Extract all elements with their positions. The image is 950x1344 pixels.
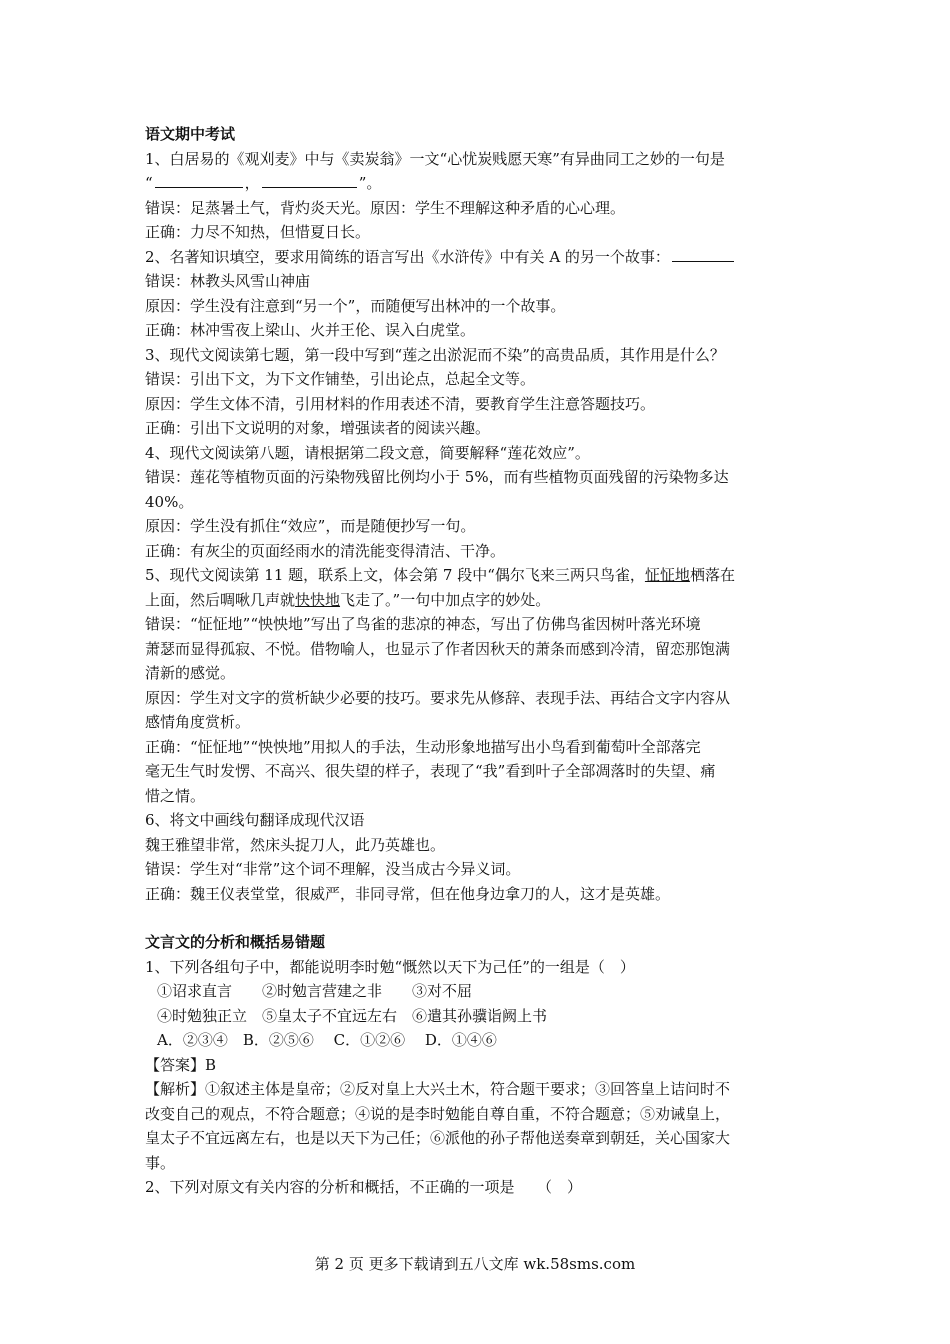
s2-q1-analysis-line2: 改变自己的观点，不符合题意；④说的是李时勉能自尊自重，不符合题意；⑤劝诫皇上， (145, 1104, 731, 1123)
q2-prompt (145, 245, 810, 270)
comma: ， (244, 174, 260, 192)
underlined-phrase: 快快地 (295, 590, 341, 609)
s2-q1-prompt: 1、下列各组句子中，都能说明李时勉“慨然以天下为己任”的一组是（ ） (145, 957, 635, 976)
q1-prompt: 1、白居易的《观刈麦》中与《卖炭翁》一文“心忧炭贱愿天寒”有异曲同工之妙的一句是 (145, 149, 725, 168)
s2-q1-options-row1: ①诏求直言 ②时勉言营建之非 ③对不屈 (157, 982, 473, 1000)
q2-wrong: 错误：林教头风雪山神庙 (145, 272, 311, 290)
answer-blank (262, 172, 357, 188)
s2-q1-options-row2: ④时勉独正立 ⑤皇太子不宜远左右 ⑥遣其孙骥诣阙上书 (157, 1006, 548, 1025)
q5-text: 飞走了。”一句中加点字的妙处。 (340, 590, 551, 609)
q4-reason: 原因：学生没有抓住“效应”，而是随便抄写一句。 (145, 517, 476, 535)
close-quote: ”。 (358, 174, 382, 192)
document-page (145, 122, 810, 1200)
section-title-classical: 文言文的分析和概括易错题 (145, 933, 326, 951)
q5-wrong-line1: 错误：“怔怔地”“怏怏地”写出了鸟雀的悲凉的神态，写出了仿佛鸟雀因树叶落光环境 (145, 615, 701, 633)
q5-text: 栖落在 (689, 566, 735, 584)
q5-wrong-line3: 清新的感觉。 (145, 664, 236, 682)
q6-wrong: 错误：学生对“非常”这个词不理解，没当成古今异义词。 (145, 860, 521, 878)
q5-right-line3: 惜之情。 (145, 786, 206, 805)
page-footer: 第 2 页 更多下载请到五八文库 wk.58sms.com (314, 1255, 636, 1273)
q2-prompt-text: 2、名著知识填空，要求用简练的语言写出《水浒传》中有关 A 的另一个故事： (145, 247, 670, 266)
q5-wrong-line2: 萧瑟而显得孤寂、不悦。借物喻人，也显示了作者因秋天的萧条而感到冷清，留恋那饱满 (145, 639, 731, 658)
q4-wrong-line1: 错误：莲花等植物页面的污染物残留比例均小于 5%，而有些植物页面残留的污染物多达 (145, 468, 729, 486)
q1-right: 正确：力尽不知热，但惜夏日长。 (145, 223, 371, 241)
q5-reason-line1: 原因：学生对文字的赏析缺少必要的技巧。要求先从修辞、表现手法、再结合文字内容从 (145, 688, 731, 707)
s2-q1-answer: 【答案】B (145, 1055, 217, 1074)
underlined-phrase: 怔怔地 (644, 566, 690, 584)
q5-reason-line2: 感情角度赏析。 (145, 713, 251, 731)
q6-prompt: 6、将文中画线句翻译成现代汉语 (145, 811, 365, 829)
s2-q1-analysis-line3: 皇太子不宜远离左右，也是以天下为己任；⑥派他的孙子帮他送奏章到朝廷，关心国家大 (145, 1129, 731, 1147)
open-quote: “ (145, 174, 153, 192)
q2-right: 正确：林冲雪夜上梁山、火并王伦、误入白虎堂。 (145, 321, 476, 339)
q6-right: 正确：魏王仪表堂堂，很威严，非同寻常，但在他身边拿刀的人，这才是英雄。 (145, 884, 671, 903)
answer-blank (155, 172, 243, 188)
q3-wrong: 错误：引出下文，为下文作铺垫，引出论点，总起全文等。 (145, 370, 536, 388)
q1-wrong: 错误：足蒸暑土气，背灼炎天光。原因：学生不理解这种矛盾的心心理。 (145, 198, 626, 217)
q6-sentence: 魏王雅望非常，然床头捉刀人，此乃英雄也。 (145, 835, 446, 854)
s2-q1-analysis-line4: 事。 (145, 1153, 176, 1172)
q2-reason: 原因：学生没有注意到“另一个”，而随便写出林冲的一个故事。 (145, 296, 566, 315)
q3-prompt: 3、现代文阅读第七题，第一段中写到“莲之出淤泥而不染”的高贵品质，其作用是什么？ (145, 345, 725, 364)
s2-q1-analysis-line1: 【解析】①叙述主体是皇帝；②反对皇上大兴土木，符合题干要求；③回答皇上诘问时不 (145, 1080, 731, 1098)
q3-right: 正确：引出下文说明的对象，增强读者的阅读兴趣。 (145, 419, 491, 437)
q4-right: 正确：有灰尘的页面经雨水的清洗能变得清洁、干净。 (145, 541, 506, 560)
q5-right-line1: 正确：“怔怔地”“怏怏地”用拟人的手法，生动形象地描写出小鸟看到葡萄叶全部落完 (145, 737, 701, 756)
section-gap (145, 906, 810, 930)
s2-q2-prompt: 2、下列对原文有关内容的分析和概括，不正确的一项是 （ ） (145, 1178, 583, 1196)
q5-prompt-line1 (145, 563, 810, 588)
q5-prompt-line2 (145, 588, 810, 613)
section-title-midterm: 语文期中考试 (145, 125, 236, 143)
q5-right-line2: 毫无生气时发愣、不高兴、很失望的样子，表现了“我”看到叶子全部凋落时的失望、痛 (145, 762, 716, 780)
q5-text: 上面，然后啁啾几声就 (145, 590, 296, 609)
q4-wrong-line2: 40%。 (145, 492, 194, 511)
q3-reason: 原因：学生文体不清，引用材料的作用表述不清，要教育学生注意答题技巧。 (145, 394, 656, 413)
q4-prompt: 4、现代文阅读第八题，请根据第二段文意，简要解释“莲花效应”。 (145, 443, 590, 462)
q5-text: 5、现代文阅读第 11 题，联系上文，体会第 7 段中“偶尔飞来三两只鸟雀， (145, 566, 645, 584)
answer-blank (672, 246, 734, 262)
q1-blanks (145, 171, 810, 196)
s2-q1-choices: A．②③④ B．②⑤⑥ C．①②⑥ D．①④⑥ (157, 1031, 497, 1049)
